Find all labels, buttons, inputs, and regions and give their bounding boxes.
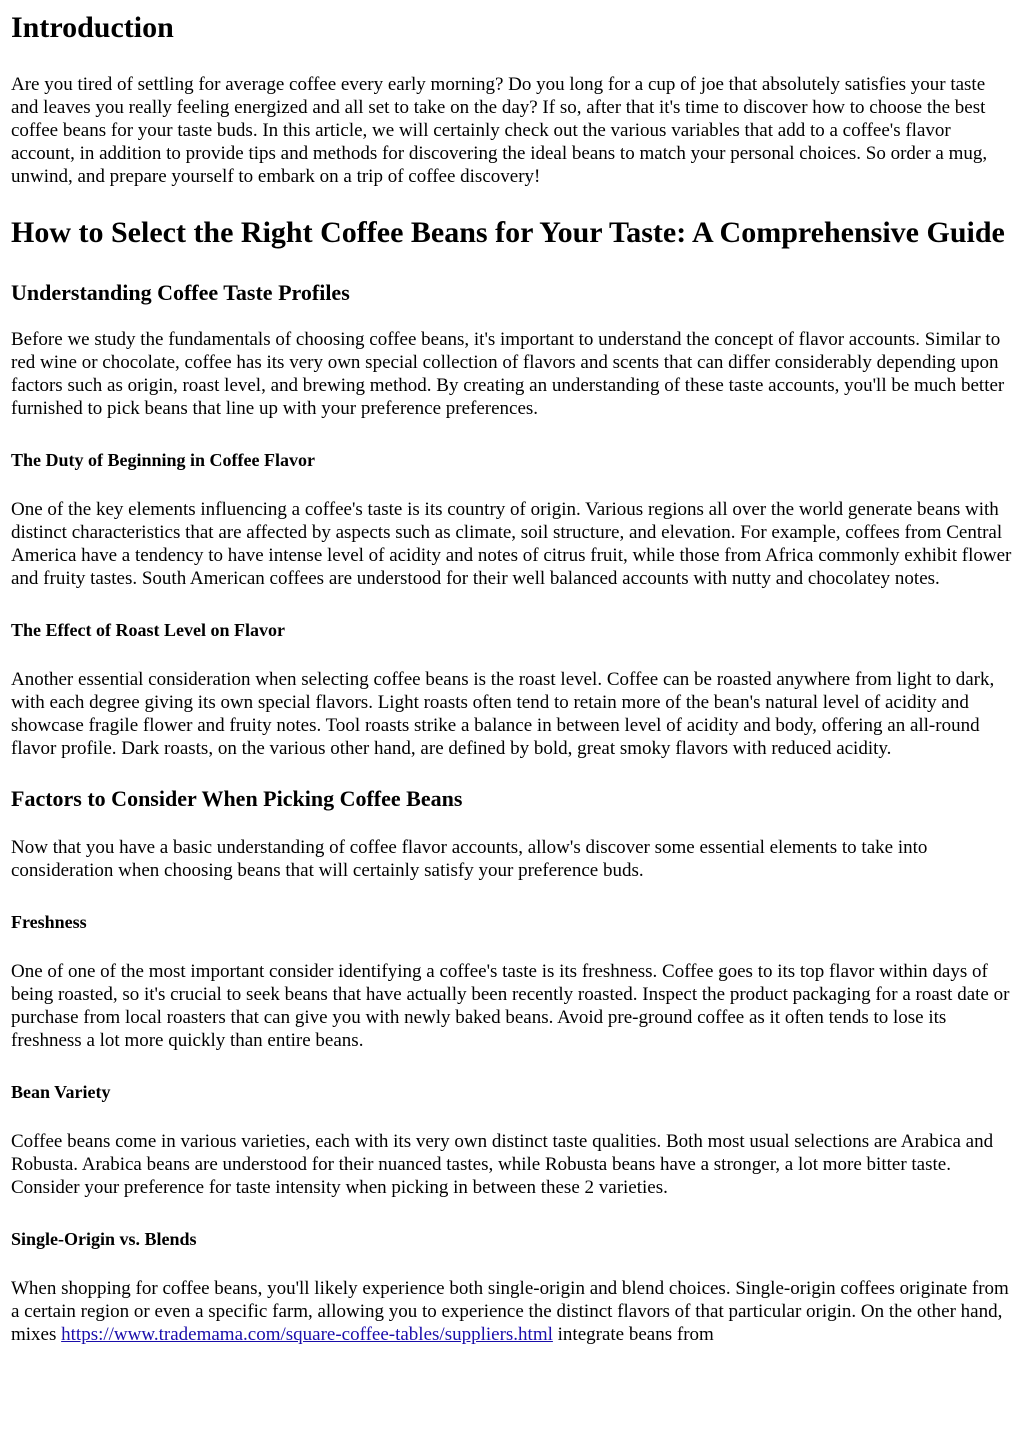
section-heading-factors: Factors to Consider When Picking Coffee Beans — [11, 786, 463, 811]
section-paragraph-bean-variety: Coffee beans come in various varieties, each with its very own distinct taste qualities. Both most usual selections are Arabica and Robusta. Arabica beans are understood for their nuanced tastes, while Robusta beans have a stronger, a lot more bitter taste. Consider your preference for taste intensity when picking in between these 2 varieties. — [11, 1131, 994, 1198]
trademama-link[interactable]: https://www.trademama.com/square-coffee-tables/suppliers.html — [61, 1324, 553, 1345]
section-paragraph-single-origin — [11, 1277, 1013, 1346]
section-heading-taste-profiles: Understanding Coffee Taste Profiles — [11, 280, 350, 305]
section-paragraph-taste-profiles: Before we study the fundamentals of choosing coffee beans, it's important to understand the concept of flavor accounts. Similar to red wine or chocolate, coffee has its very own special collection of flavors and scents that can differ considerably depending upon factors such as origin, roast level, and brewing method. By creating an understanding of these taste accounts, you'll be much better furnished to pick beans that line up with your preference preferences. — [11, 329, 1005, 419]
section-heading-origin: The Duty of Beginning in Coffee Flavor — [11, 450, 315, 470]
section-paragraph-freshness: One of one of the most important consider identifying a coffee's taste is its freshness. Coffee goes to its top flavor within days of being roasted, so it's crucial to seek beans that have actually been recently roasted. Inspect the product packaging for a roast date or purchase from local roasters that can give you with newly baked beans. Avoid pre-ground coffee as it often tends to lose its freshness a lot more quickly than entire beans. — [11, 961, 1010, 1051]
section-paragraph-origin: One of the key elements influencing a coffee's taste is its country of origin. Various regions all over the world generate beans with distinct characteristics that are affected by aspects such as climate, soil structure, and elevation. For example, coffees from Central America have a tendency to have intense level of acidity and notes of citrus fruit, while those from Africa commonly exhibit flower and fruity tastes. South American coffees are understood for their well balanced accounts with nutty and chocolatey notes. — [11, 499, 1012, 589]
section-heading-freshness: Freshness — [11, 912, 87, 932]
section-heading-bean-variety: Bean Variety — [11, 1082, 111, 1102]
intro-paragraph: Are you tired of settling for average coffee every early morning? Do you long for a cup of joe that absolutely satisfies your taste and leaves you really feeling energized and all set to take on the day? If so, after that it's time to discover how to choose the best coffee beans for your taste buds. In this article, we will certainly check out the various variables that add to a coffee's flavor account, in addition to provide tips and methods for discovering the ideal beans to match your personal choices. So order a mug, unwind, and prepare yourself to embark on a trip of coffee discovery! — [11, 74, 988, 187]
guide-heading: How to Select the Right Coffee Beans for Your Taste: A Comprehensive Guide — [11, 216, 1005, 249]
section-paragraph-roast-level: Another essential consideration when selecting coffee beans is the roast level. Coffee can be roasted anywhere from light to dark, with each degree giving its own special flavors. Light roasts often tend to retain more of the bean's natural level of acidity and showcase fragile flower and fruity notes. Tool roasts strike a balance in between level of acidity and body, offering an all-round flavor profile. Dark roasts, on the various other hand, are defined by bold, great smoky flavors with reduced acidity. — [11, 669, 995, 759]
section-heading-roast-level: The Effect of Roast Level on Flavor — [11, 620, 285, 640]
section-paragraph-factors: Now that you have a basic understanding of coffee flavor accounts, allow's discover some essential elements to take into consideration when choosing beans that will certainly satisfy your preference buds. — [11, 837, 928, 881]
section-heading-single-origin: Single-Origin vs. Blends — [11, 1229, 197, 1249]
paragraph-text: When shopping for coffee beans, you'll likely experience both single-origin and blend choices. Single-origin coffees originate from a certain region or even a specific farm, allowing you to experience the distinct flavors of that particular origin. On the other hand, mixes — [11, 1278, 1009, 1345]
intro-heading: Introduction — [11, 11, 174, 44]
paragraph-text: integrate beans from — [552, 1324, 714, 1345]
